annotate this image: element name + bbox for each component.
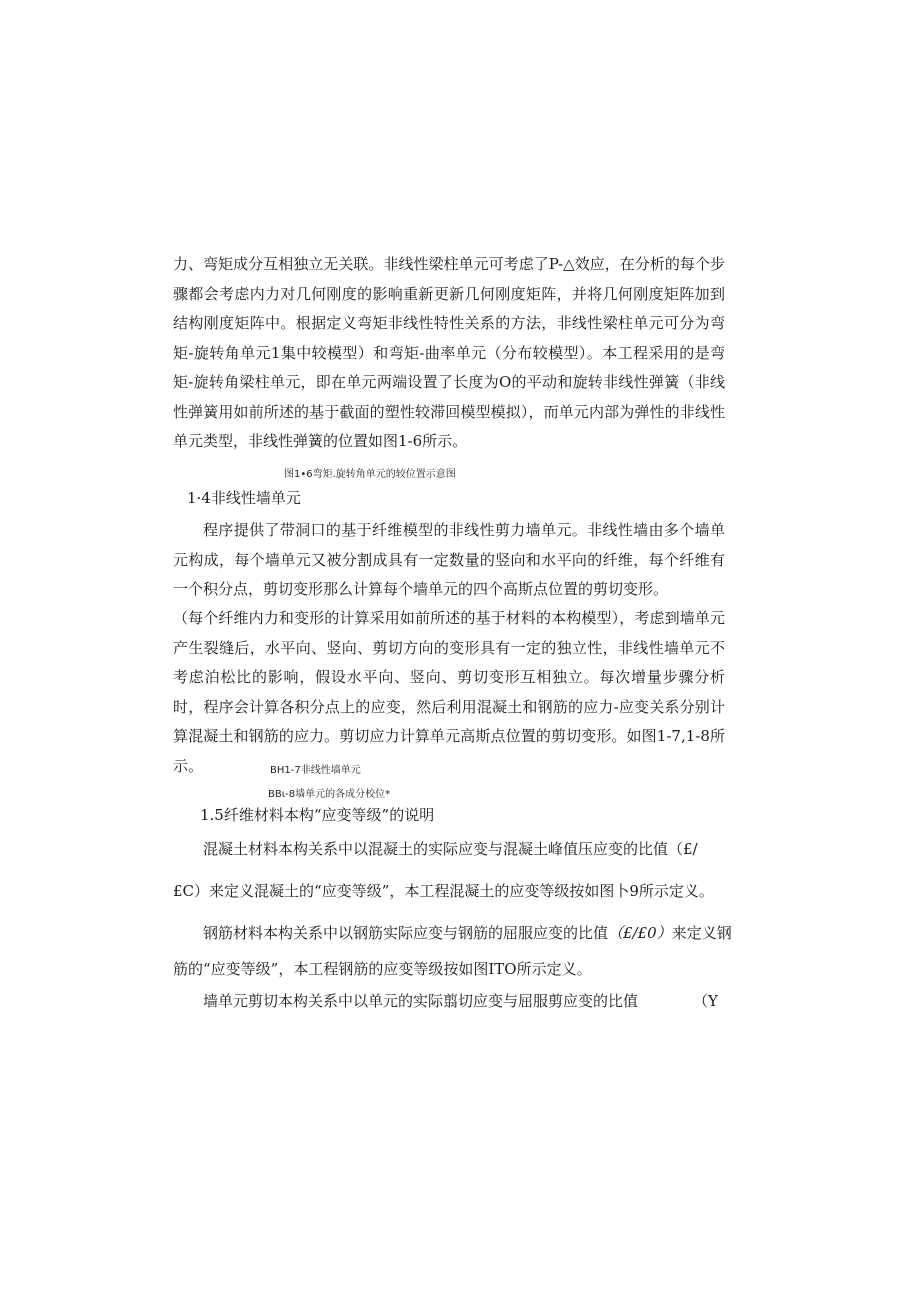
steel-strain-line-1 [203, 922, 732, 943]
concrete-strain-line-2: £C）来定义混凝土的“应变等级”，本工程混凝土的应变等级按如图卜9所示定义。 [173, 882, 714, 900]
steel-strain-text-a: 钢筋材料本构关系中以钢筋实际应变与钢筋的屈服应变的比值 [203, 924, 609, 942]
section-heading-1-4: 1·4非线性墙单元 [187, 489, 301, 507]
wall-shear-ratio: （Y [693, 992, 718, 1010]
paragraph-beam-column: 力、弯矩成分互相独立无关联。非线性梁柱单元可考虑了P-△效应，在分析的每个步骤都会考虑内力对几何刚度的影响重新更新几何刚度矩阵，并将几何刚度矩阵加到结构刚度矩阵中。根据定义弯矩非线性特性关系的方法，非线性梁柱单元可分为弯矩-旋转角单元1集中较模型）和弯矩-曲率单元（分布较模型）。本工程采用的是弯矩-旋转角梁柱单元，即在单元两端设置了长度为O的平动和旋转非线性弹簧（非线性弹簧用如前所述的基于截面的塑性较滞回模型模拟），而单元内部为弹性的非线性单元类型，非线性弹簧的位置如图1-6所示。 [173, 255, 725, 450]
figure-caption-1-6: 图1•6弯矩.旋转角单元的较位置示意图 [284, 469, 456, 480]
figure-caption-1-7: BH1-7非线性墙单元 [270, 765, 361, 776]
section-heading-1-5: 1.5纤维材料本构“应变等级”的说明 [200, 806, 435, 824]
paragraph-wall-fiber: （每个纤维内力和变形的计算采用如前所述的基于材料的本构模型），考虑到墙单元产生裂缝后，水平向、竖向、剪切方向的变形具有一定的独立性，非线性墙单元不考虑泊松比的影响，假设水平向、竖向、剪切变形互相独立。每次增量步骤分析时，程序会计算各积分点上的应变，然后利用混凝土和钢筋的应力-应变关系分别计算混凝土和钢筋的应力。剪切应力计算单元高斯点位置的剪切变形。如图1-7,1-8所示。 [173, 609, 725, 775]
wall-shear-line: 墙单元剪切本构关系中以单元的实际翦切应变与屈服剪应变的比值 [203, 992, 639, 1010]
concrete-strain-line-1: 混凝土材料本构关系中以混凝土的实际应变与混凝土峰值压应变的比值（£/ [203, 840, 698, 858]
steel-strain-ratio: （£/£0） [608, 924, 672, 942]
figure-caption-1-8: BBι-8墙单元的各成分校位* [268, 789, 391, 800]
steel-strain-text-c: 来定义钢 [671, 924, 732, 942]
paragraph-wall-element: 程序提供了带洞口的基于纤维模型的非线性剪力墙单元。非线性墙由多个墙单元构成，每个墙单元又被分割成具有一定数量的竖向和水平向的纤维，每个纤维有一个积分点，剪切变形那么计算每个墙单元的四个高斯点位置的剪切变形。 [173, 521, 725, 598]
steel-strain-line-2: 筋的“应变等级”，本工程钢筋的应变等级按如图ITO所示定义。 [173, 960, 592, 978]
